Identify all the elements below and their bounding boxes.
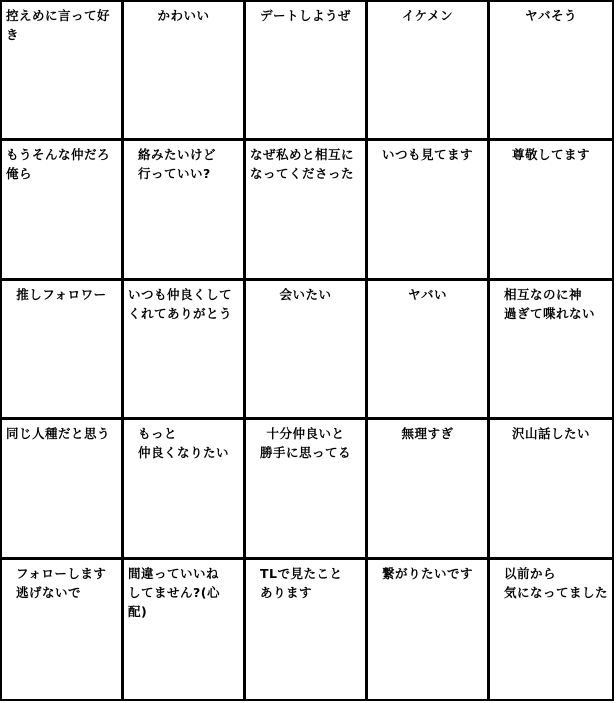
grid-cell	[246, 560, 368, 699]
grid-cell	[368, 420, 490, 559]
cell-label: ヤバい	[407, 286, 447, 302]
cell-label: もっと 仲良くなりたい	[138, 426, 230, 461]
grid-cell	[2, 560, 124, 699]
cell-label: 間違っていいね してません?(心配)	[128, 565, 220, 619]
grid-cell	[490, 141, 612, 280]
cell-label: 推しフォロワー	[16, 286, 107, 302]
grid-cell	[2, 420, 124, 559]
cell-label: デートしようぜ	[259, 8, 351, 23]
grid-cell	[124, 281, 246, 420]
grid-cell	[368, 281, 490, 420]
grid-cell	[124, 420, 246, 559]
cell-label: TLで見たこと あります	[260, 565, 343, 600]
cell-label: いつも見てます	[381, 147, 473, 163]
grid-cell	[246, 141, 368, 280]
grid-cell	[2, 141, 124, 280]
grid-cell	[124, 141, 246, 280]
grid-cell	[246, 281, 368, 420]
cell-label: 沢山話したい	[511, 426, 590, 442]
cell-label: かわいい	[157, 8, 210, 23]
cell-label: 繋がりたいです	[382, 565, 474, 581]
cell-label: フォローします 逃げないで	[16, 565, 107, 600]
grid-cell	[368, 141, 490, 280]
cell-label: もうそんな仲だろ 俺ら	[6, 147, 111, 182]
grid-cell	[490, 281, 612, 420]
grid-cell	[246, 2, 368, 141]
cell-label: 尊敬してます	[511, 147, 590, 163]
cell-label: 十分仲良いと 勝手に思ってる	[259, 426, 351, 461]
cell-label: いつも仲良くして くれてありがとう	[128, 286, 233, 321]
cell-label: 控えめに言って好き	[6, 8, 111, 42]
cell-label: 会いたい	[279, 286, 332, 302]
grid-cell	[124, 560, 246, 699]
cell-label: ヤバそう	[524, 8, 577, 23]
grid-cell	[490, 420, 612, 559]
cell-label: 相互なのに神 過ぎて喋れない	[504, 286, 596, 321]
cell-label: 以前から 気になってました	[504, 565, 609, 600]
cell-label: 無理すぎ	[401, 426, 454, 442]
grid-cell	[124, 2, 246, 141]
cell-label: 同じ人種だと思う	[6, 426, 111, 442]
grid-cell	[490, 560, 612, 699]
cell-label: 絡みたいけど 行っていい?	[138, 147, 217, 182]
grid-cell	[2, 281, 124, 420]
grid-cell	[2, 2, 124, 141]
cell-label: なぜ私めと相互に なってくださった	[250, 147, 355, 182]
cell-label: イケメン	[401, 8, 454, 23]
grid-cell	[368, 560, 490, 699]
grid-cell	[246, 420, 368, 559]
grid-cell	[490, 2, 612, 141]
grid-cell	[368, 2, 490, 141]
